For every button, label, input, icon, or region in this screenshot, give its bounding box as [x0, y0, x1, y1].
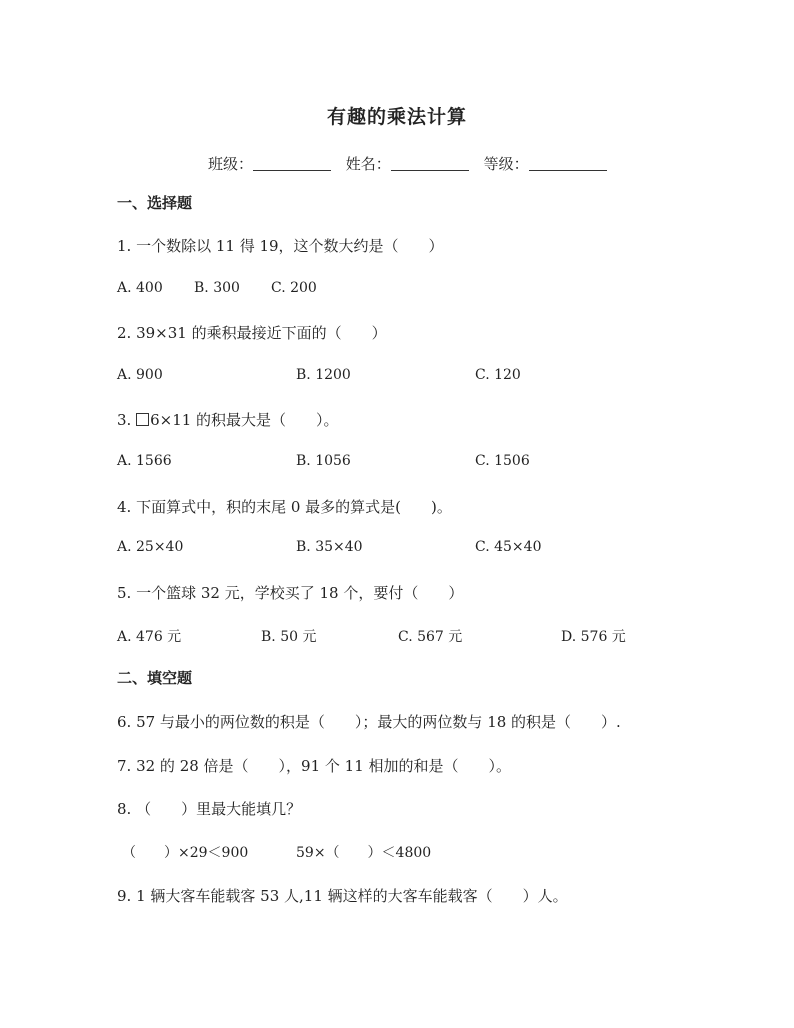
question-8: 8. （ ）里最大能填几？ [117, 800, 302, 818]
q3-option-c: C. 1506 [475, 453, 530, 469]
q4-option-c: C. 45×40 [475, 539, 542, 555]
q1-option-c: C. 200 [271, 280, 317, 296]
q1-option-a: A. 400 [117, 280, 163, 296]
q3-text: 6×11 的积最大是（ ）。 [150, 411, 339, 429]
section-heading-fill: 二、填空题 [117, 669, 193, 687]
q5-option-b: B. 50 元 [261, 629, 317, 645]
q4-option-a: A. 25×40 [117, 539, 184, 555]
question-4: 4. 下面算式中，积的末尾 0 最多的算式是( )。 [117, 498, 452, 516]
question-5: 5. 一个篮球 32 元，学校买了 18 个，要付（ ） [117, 584, 464, 602]
page-title: 有趣的乘法计算 [326, 106, 467, 128]
question-1: 1. 一个数除以 11 得 19，这个数大约是（ ） [117, 237, 444, 255]
q3-number: 3. [117, 411, 137, 429]
question-7: 7. 32 的 28 倍是（ ），91 个 11 相加的和是（ ）。 [117, 757, 512, 775]
class-label: 班级： [208, 155, 254, 173]
q1-option-b: B. 300 [194, 280, 240, 296]
q2-option-a: A. 900 [117, 367, 163, 383]
q5-option-d: D. 576 元 [561, 629, 626, 645]
question-9: 9. 1 辆大客车能载客 53 人,11 辆这样的大客车能载客（ ）人。 [117, 887, 568, 905]
q5-option-c: C. 567 元 [398, 629, 463, 645]
grade-blank[interactable] [529, 156, 607, 171]
class-blank[interactable] [253, 156, 331, 171]
q2-option-b: B. 1200 [296, 367, 351, 383]
empty-box-icon [136, 413, 149, 426]
section-heading-choice: 一、选择题 [117, 194, 193, 212]
q8-inequality-left: （ ）×29＜900 [122, 845, 249, 861]
q3-option-a: A. 1566 [117, 453, 172, 469]
question-2: 2. 39×31 的乘积最接近下面的（ ） [117, 324, 387, 342]
question-6: 6. 57 与最小的两位数的积是（ ）；最大的两位数与 18 的积是（ ）. [117, 713, 621, 731]
q3-option-b: B. 1056 [296, 453, 351, 469]
q5-option-a: A. 476 元 [117, 629, 182, 645]
name-label: 姓名： [345, 155, 391, 173]
q2-option-c: C. 120 [475, 367, 521, 383]
q8-inequality-right: 59×（ ）＜4800 [296, 845, 432, 861]
student-info-row [208, 153, 617, 174]
grade-label: 等级： [483, 155, 529, 173]
question-3 [117, 409, 339, 430]
q4-option-b: B. 35×40 [296, 539, 363, 555]
name-blank[interactable] [391, 156, 469, 171]
